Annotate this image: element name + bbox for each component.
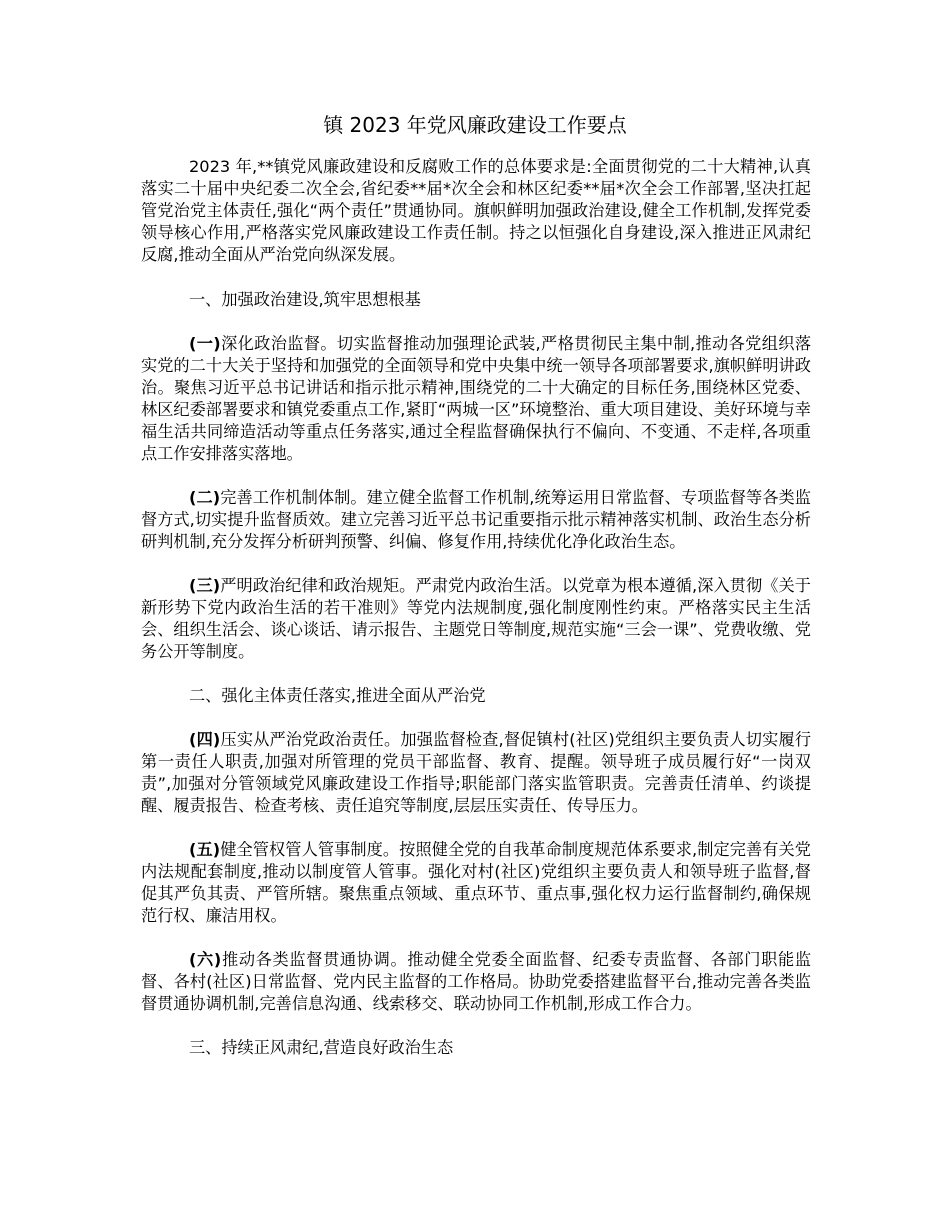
paragraph-item-1 [141,333,811,465]
item-label: (六) [189,950,222,969]
document-body [141,156,811,1081]
item-label: (三) [189,576,221,595]
document-title: 镇 2023 年党风廉政建设工作要点 [323,113,627,137]
item-text: 健全管权管人管事制度。按照健全党的自我革命制度规范体系要求,制定完善有关党内法规配套制度,推动以制度管人管事。强化对村(社区)党组织主要负责人和领导班子监督,督促其严负其责、严管所辖。聚焦重点领域、重点环节、重点事,强化权力运行监督制约,确保规范行权、廉洁用权。 [141,840,811,925]
item-label: (二) [189,488,221,507]
section-heading-2: 二、强化主体责任落实,推进全面从严治党 [189,686,486,705]
paragraph-item-6 [141,949,811,1015]
paragraph-item-2 [141,487,811,553]
item-text: 压实从严治党政治责任。加强监督检查,督促镇村(社区)党组织主要负责人切实履行第一责任人职责,加强对所管理的党员干部监督、教育、提醒。领导班子成员履行好“一岗双责”,加强对分管领域党风廉政建设工作指导;职能部门落实监管职责。完善责任清单、约谈提醒、履责报告、检查考核、责任追究等制度,层层压实责任、传导压力。 [141,730,812,815]
item-text: 严明政治纪律和政治规矩。严肃党内政治生活。以党章为根本遵循,深入贯彻《关于新形势下党内政治生活的若干准则》等党内法规制度,强化制度刚性约束。严格落实民主生活会、组织生活会、谈心谈话、请示报告、主题党日等制度,规范实施“三会一课”、党费收缴、党务公开等制度。 [141,576,811,661]
item-label: (五) [189,840,221,859]
item-label: (四) [189,730,221,749]
item-text: 深化政治监督。切实监督推动加强理论武装,严格贯彻民主集中制,推动各党组织落实党的二十大关于坚持和加强党的全面领导和党中央集中统一领导各项部署要求,旗帜鲜明讲政治。聚焦习近平总书记讲话和指示批示精神,围绕党的二十大确定的目标任务,围绕林区党委、林区纪委部署要求和镇党委重点工作,紧盯“两城一区”环境整治、重大项目建设、美好环境与幸福生活共同缔造活动等重点任务落实,通过全程监督确保执行不偏向、不变通、不走样,各项重点工作安排落实落地。 [141,334,811,463]
section-heading-3: 三、持续正风肃纪,营造良好政治生态 [189,1038,454,1057]
paragraph-item-4 [141,729,811,817]
section-heading-1: 一、加强政治建设,筑牢思想根基 [189,290,421,309]
intro-paragraph: 2023 年,**镇党风廉政建设和反腐败工作的总体要求是:全面贯彻党的二十大精神,认真落实二十届中央纪委二次全会,省纪委**届*次全会和林区纪委**届*次全会工作部署,坚决扛起管党治党主体责任,强化“两个责任”贯通协同。旗帜鲜明加强政治建设,健全工作机制,发挥党委领导核心作用,严格落实党风廉政建设工作责任制。持之以恒强化自身建设,深入推进正风肃纪反腐,推动全面从严治党向纵深发展。 [141,157,811,264]
item-text: 推动各类监督贯通协调。推动健全党委全面监督、纪委专责监督、各部门职能监督、各村(社区)日常监督、党内民主监督的工作格局。协助党委搭建监督平台,推动完善各类监督贯通协调机制,完善信息沟通、线索移交、联动协同工作机制,形成工作合力。 [141,950,812,1013]
item-text: 完善工作机制体制。建立健全监督工作机制,统筹运用日常监督、专项监督等各类监督方式,切实提升监督质效。建立完善习近平总书记重要指示批示精神落实机制、政治生态分析研判机制,充分发挥分析研判预警、纠偏、修复作用,持续优化净化政治生态。 [141,488,811,551]
paragraph-item-3 [141,575,811,663]
paragraph-item-5 [141,839,811,927]
item-label: (一) [189,334,221,353]
